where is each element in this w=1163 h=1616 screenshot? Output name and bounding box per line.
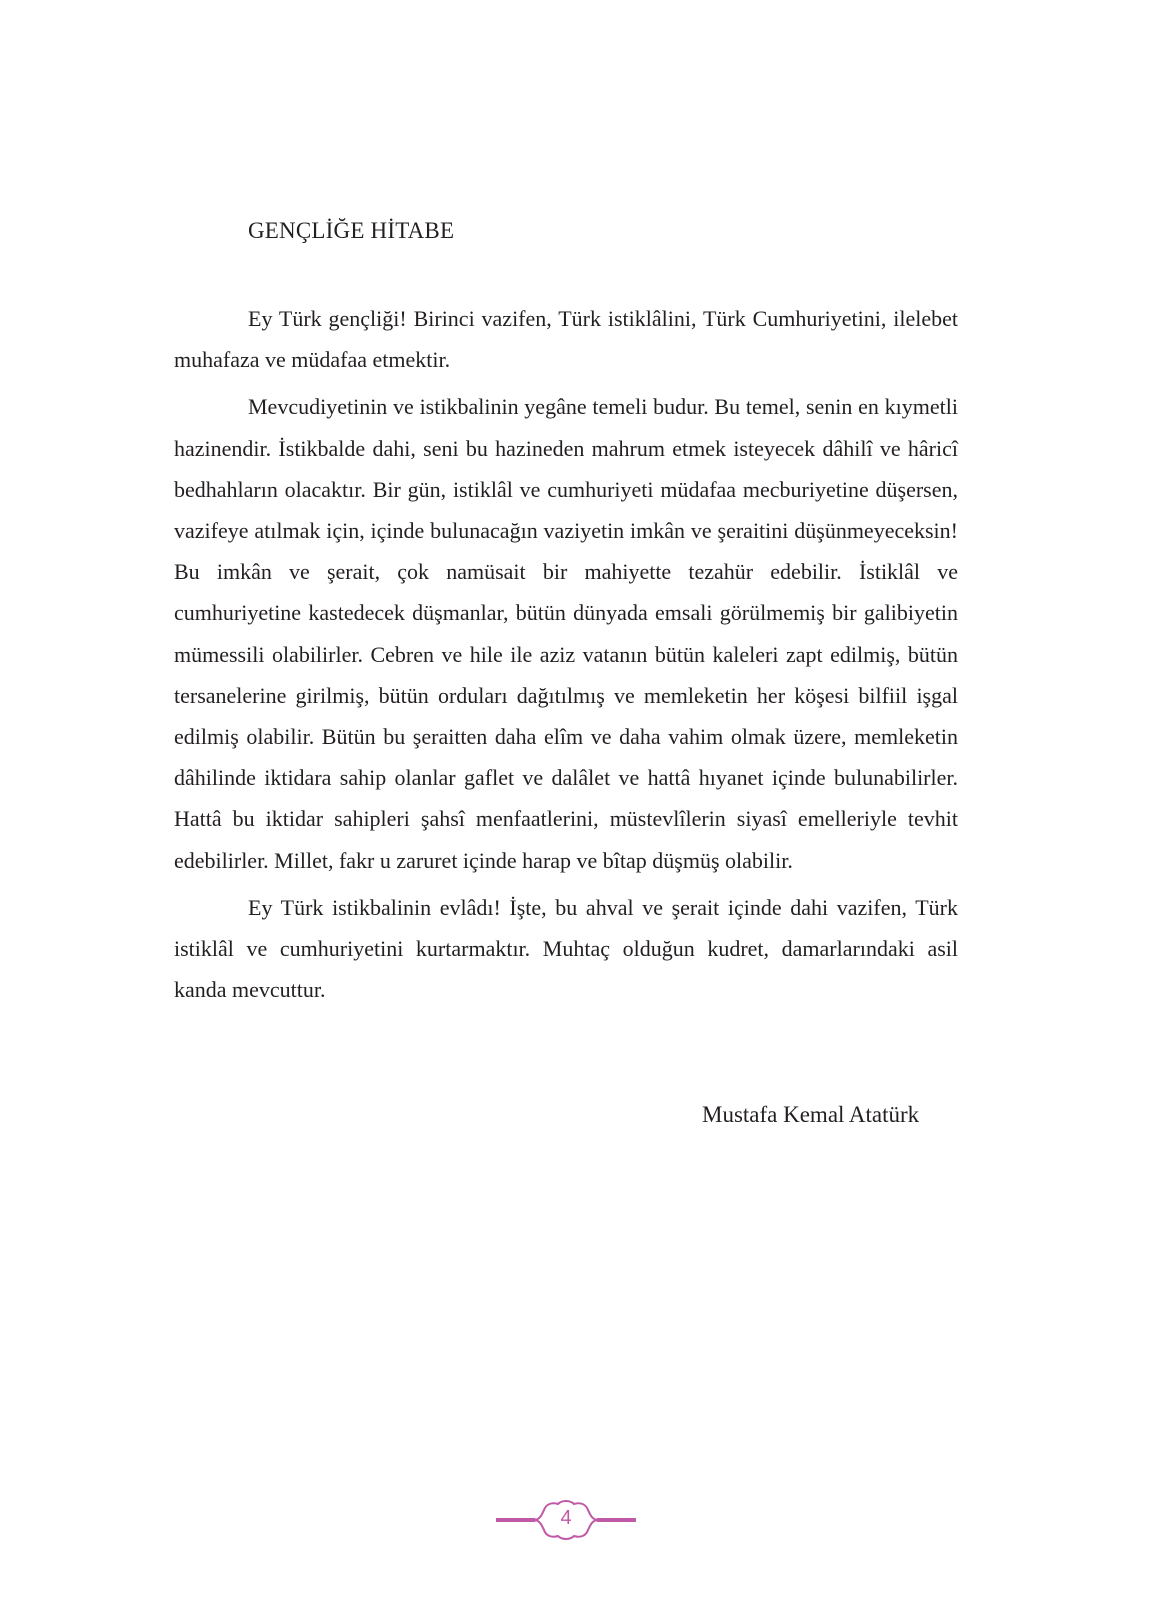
- page-number-footer: [496, 1498, 636, 1542]
- document-body: [174, 298, 958, 1010]
- signature: Mustafa Kemal Atatürk: [702, 1102, 920, 1127]
- paragraph-3: Ey Türk istikbalinin evlâdı! İşte, bu ahval ve şerait içinde dahi vazifen, Türk istiklâl ve cumhuriyetini kurtarmaktır. Muhtaç olduğun kudret, damarlarındaki asil kanda mevcuttur.: [174, 894, 958, 1003]
- page-title: GENÇLİĞE HİTABE: [248, 218, 455, 243]
- paragraph-2: Mevcudiyetinin ve istikbalinin yegâne temeli budur. Bu temel, senin en kıymetli hazinendir. İstikbalde dahi, seni bu hazineden mahrum etmek isteyecek dâhilî ve hâricî bedhahların olacaktır. Bir gün, istiklâl ve cumhuriyeti müdafaa mecburiyetine düşersen, vazifeye atılmak için, içinde bulunacağın vaziyetin imkân ve şeraitini düşünmeyeceksin! Bu imkân ve şerait, çok namüsait bir mahiyette tezahür edebilir. İstiklâl ve cumhuriyetine kastedecek düşmanlar, bütün dünyada emsali görülmemiş bir galibiyetin mümessili olabilirler. Cebren ve hile ile aziz vatanın bütün kaleleri zapt edilmiş, bütün tersanelerine girilmiş, bütün orduları dağıtılmış ve memleketin her köşesi bilfiil işgal edilmiş olabilir. Bütün bu şeraitten daha elîm ve daha vahim olmak üzere, memleketin dâhilinde iktidara sahip olanlar gaflet ve dalâlet ve hattâ hıyanet içinde bulunabilirler. Hattâ bu iktidar sahipleri şahsî menfaatlerini, müstevlîlerin siyasî emelleriyle tevhit edebilirler. Millet, fakr u zaruret içinde harap ve bîtap düşmüş olabilir.: [174, 394, 958, 873]
- paragraph-1: Ey Türk gençliği! Birinci vazifen, Türk istiklâlini, Türk Cumhuriyetini, ilelebet muhafaza ve müdafaa etmektir.: [174, 306, 958, 373]
- page-number: 4: [560, 1507, 572, 1529]
